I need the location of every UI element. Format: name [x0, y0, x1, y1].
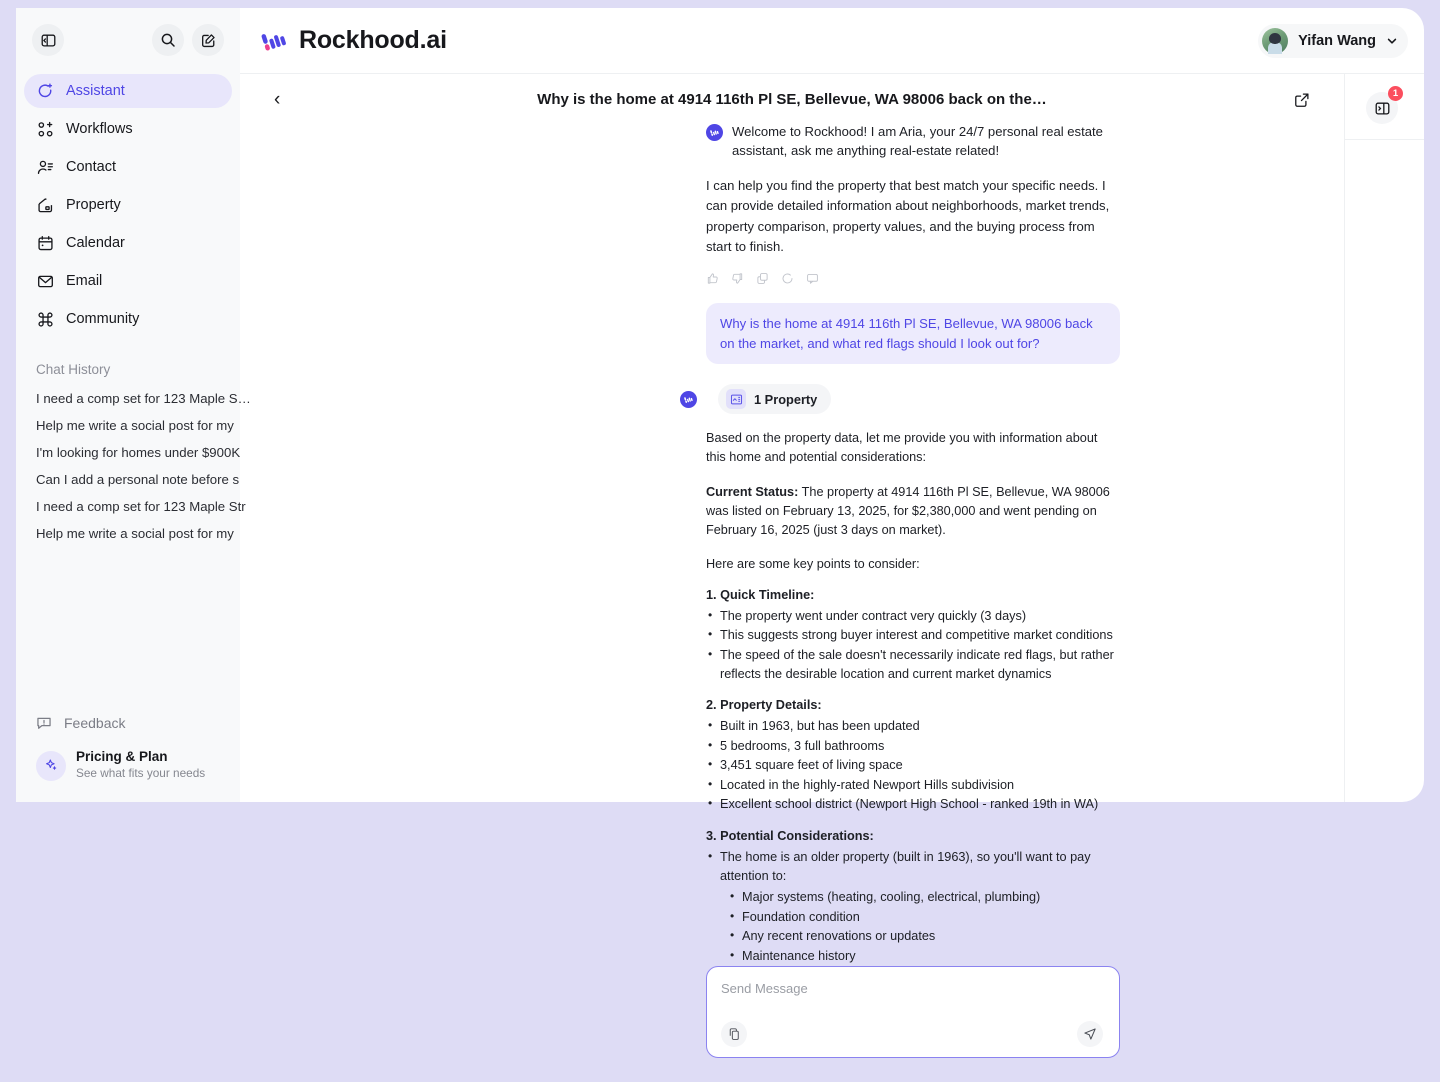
- sidebar-item-calendar[interactable]: [24, 226, 232, 260]
- sidebar-item-assistant[interactable]: [24, 74, 232, 108]
- composer-wrapper: [240, 966, 1344, 1082]
- feedback-button[interactable]: [24, 707, 232, 739]
- sidebar-footer: [16, 707, 240, 802]
- sidebar-item-label: Email: [66, 273, 103, 289]
- list-item: • The speed of the sale doesn't necessarily indicate red flags, but rather reflects the desirable location and current market dynamics: [706, 646, 1120, 685]
- sidebar-item-email[interactable]: [24, 264, 232, 298]
- assistant-avatar-icon: [706, 124, 723, 141]
- section-title: 3. Potential Considerations:: [706, 828, 874, 843]
- sidebar-toolbar: [16, 8, 240, 60]
- list-item: • Foundation condition: [728, 908, 1120, 927]
- right-rail: [1344, 74, 1424, 802]
- property-chip[interactable]: [718, 384, 831, 414]
- pricing-title: Pricing & Plan: [76, 749, 168, 765]
- reaction-bar: [706, 272, 1120, 285]
- sidebar-item-property[interactable]: [24, 188, 232, 222]
- list-item[interactable]: Help me write a social post for my: [36, 526, 234, 541]
- sidebar-item-label: Contact: [66, 159, 116, 175]
- assistant-intro-block: [240, 176, 1344, 285]
- primary-nav: [16, 74, 240, 340]
- chat-history-list: [16, 385, 251, 547]
- status-badge: 1: [1388, 86, 1403, 101]
- sidebar-item-label: Calendar: [66, 235, 125, 251]
- brand-name: Rockhood.ai: [299, 26, 447, 54]
- list-item[interactable]: I need a comp set for 123 Maple S…: [36, 391, 251, 406]
- list-item: • 3,451 square feet of living space: [706, 756, 1120, 775]
- new-chat-button[interactable]: [192, 24, 224, 56]
- composer-toolbar: [721, 1021, 1103, 1047]
- list-item[interactable]: Help me write a social post for my: [36, 418, 234, 433]
- section-title: 2. Property Details:: [706, 698, 822, 713]
- command-icon: [36, 310, 54, 328]
- search-button[interactable]: [152, 24, 184, 56]
- top-header: [240, 8, 1424, 74]
- sidebar-item-contact[interactable]: [24, 150, 232, 184]
- current-status-paragraph: [706, 483, 1120, 540]
- user-message-bubble: Why is the home at 4914 116th Pl SE, Bellevue, WA 98006 back on the market, and what red flags should I look out for?: [706, 303, 1120, 365]
- list-item: • Excellent school district (Newport High School - ranked 19th in WA): [706, 795, 1120, 814]
- list-item[interactable]: I'm looking for homes under $900K: [36, 445, 241, 460]
- right-rail-header: [1345, 74, 1424, 140]
- collapse-sidebar-button[interactable]: [32, 24, 64, 56]
- sidebar-item-community[interactable]: [24, 302, 232, 336]
- back-button[interactable]: ‹: [274, 89, 281, 110]
- sidebar-item-workflows[interactable]: [24, 112, 232, 146]
- sparkle-icon: [36, 751, 66, 781]
- keypoints-lead: Here are some key points to consider:: [706, 556, 920, 571]
- property-card-icon: [726, 389, 746, 409]
- sidebar-item-label: Workflows: [66, 121, 133, 137]
- list-item: • Located in the highly-rated Newport Hills subdivision: [706, 776, 1120, 795]
- section-bullets: [706, 848, 1120, 887]
- assistant-greeting-row: [240, 123, 1344, 161]
- pricing-subtitle: See what fits your needs: [76, 766, 206, 781]
- current-status-text: The property at 4914 116th Pl SE, Bellevue, WA 98006 was listed on February 13, 2025, for $2,380,000 and went pending on February 16, 2025 (just 3 days on market).: [706, 484, 1110, 537]
- list-item: • The property went under contract very quickly (3 days): [706, 607, 1120, 626]
- property-chip-row: [680, 384, 1120, 414]
- feedback-label: Feedback: [64, 715, 126, 732]
- chat-history-heading: Chat History: [36, 362, 111, 377]
- content-wrapper: [240, 74, 1424, 997]
- section-bullets: [706, 607, 1120, 685]
- user-menu[interactable]: [1258, 24, 1408, 58]
- page-title: Why is the home at 4914 116th Pl SE, Bellevue, WA 98006 back on the…: [537, 91, 1047, 108]
- list-item: • 5 bedrooms, 3 full bathrooms: [706, 737, 1120, 756]
- message-list: [240, 117, 1344, 966]
- pricing-plan-button[interactable]: [24, 739, 232, 786]
- brand: [258, 25, 447, 56]
- answer-intro: Based on the property data, let me provide you with information about this home and potential considerations:: [706, 431, 1098, 465]
- assistant-answer-block: [240, 384, 1344, 966]
- message-input-placeholder[interactable]: Send Message: [721, 981, 808, 997]
- property-chip-label: 1 Property: [754, 391, 818, 407]
- list-item: • Major systems (heating, cooling, electrical, plumbing): [728, 888, 1120, 907]
- chevron-down-icon: [1386, 35, 1398, 47]
- calendar-icon: [36, 234, 54, 252]
- thumbs-up-icon[interactable]: [706, 272, 719, 285]
- sidebar-item-label: Community: [66, 311, 140, 327]
- envelope-icon: [36, 272, 54, 290]
- avatar: [1262, 28, 1288, 54]
- send-button[interactable]: [1077, 1021, 1103, 1047]
- chat-header: [240, 74, 1344, 117]
- list-item: • Maintenance history: [728, 947, 1120, 966]
- list-item: • This suggests strong buyer interest and competitive market conditions: [706, 626, 1120, 645]
- assistant-greeting-text: Welcome to Rockhood! I am Aria, your 24/7 personal real estate assistant, ask me anything real-estate related!: [732, 124, 1103, 158]
- assistant-avatar-icon: [680, 391, 697, 408]
- sparkle-chat-icon: [36, 82, 54, 100]
- app-window: [16, 8, 1424, 997]
- chat-column: [240, 74, 1344, 997]
- section-bullets: [706, 717, 1120, 814]
- message-composer[interactable]: [706, 966, 1120, 1058]
- comment-icon[interactable]: [806, 272, 819, 285]
- user-message-block: [240, 303, 1344, 365]
- current-status-label: Current Status:: [706, 484, 799, 499]
- open-external-button[interactable]: [1288, 92, 1310, 108]
- section-title: 1. Quick Timeline:: [706, 587, 815, 602]
- copy-icon[interactable]: [756, 272, 769, 285]
- feedback-icon: [36, 715, 52, 731]
- rockhood-logo-icon: [258, 25, 289, 56]
- section-sub-bullets: [728, 888, 1120, 966]
- thumbs-down-icon[interactable]: [731, 272, 744, 285]
- list-item: • The home is an older property (built in 1963), so you'll want to pay attention to:: [706, 848, 1120, 887]
- sidebar-item-label: Assistant: [66, 83, 125, 99]
- user-name: Yifan Wang: [1298, 32, 1376, 49]
- workflow-icon: [36, 120, 54, 138]
- contact-icon: [36, 158, 54, 176]
- attachment-button[interactable]: [721, 1021, 747, 1047]
- main-area: [240, 8, 1424, 997]
- list-item: • Any recent renovations or updates: [728, 927, 1120, 946]
- list-item[interactable]: Can I add a personal note before s: [36, 472, 240, 487]
- sidebar-item-label: Property: [66, 197, 121, 213]
- list-item: • Built in 1963, but has been updated: [706, 717, 1120, 736]
- assistant-intro-text: I can help you find the property that best match your specific needs. I can provide detailed information about neighborhoods, market trends, property comparison, property values, and the buying process from start to finish.: [706, 177, 1110, 255]
- regenerate-icon[interactable]: [781, 272, 794, 285]
- house-icon: [36, 196, 54, 214]
- sidebar: [16, 8, 251, 802]
- list-item[interactable]: I need a comp set for 123 Maple Str: [36, 499, 246, 514]
